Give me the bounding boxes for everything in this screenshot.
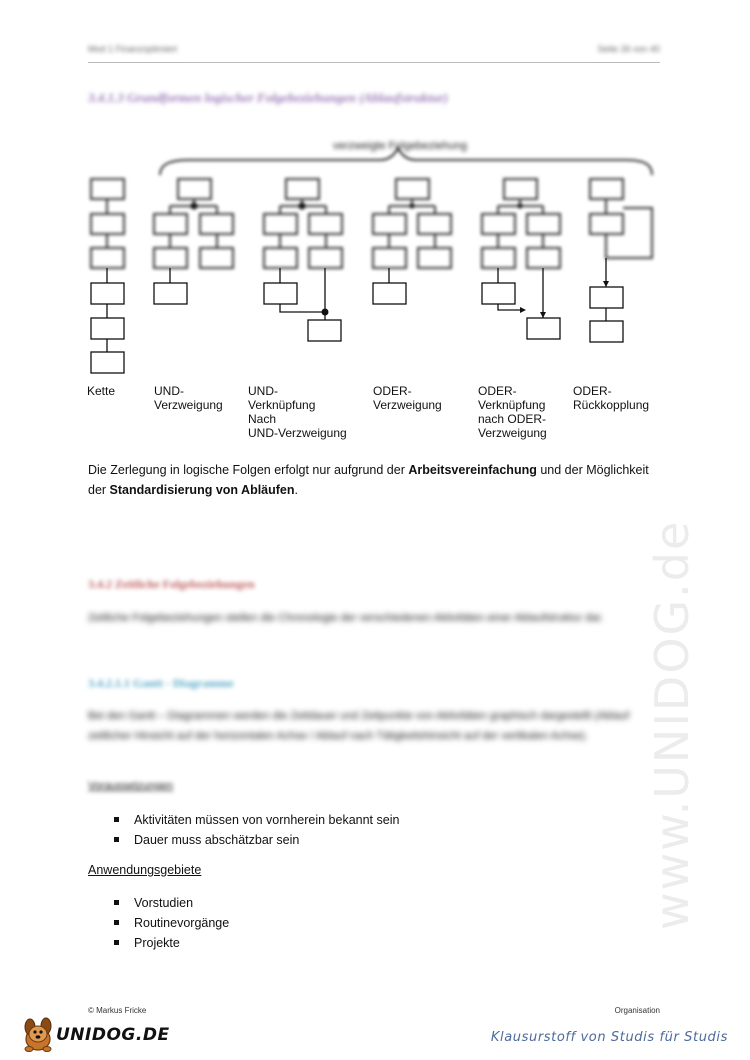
caption-line: Verzweigung xyxy=(373,398,442,412)
caption-line: Kette xyxy=(87,384,116,398)
caption-line: Verknüpfung xyxy=(478,398,546,412)
caption-line: UND-Verzweigung xyxy=(248,426,347,440)
watermark-text: www.UNIDOG.de xyxy=(645,519,699,930)
caption-line: UND- xyxy=(248,384,278,398)
diagram-blurred-upper xyxy=(91,148,652,268)
intro-text: Die Zerlegung in logische Folgen erfolgt nur aufgrund der xyxy=(88,463,409,477)
caption-oder-rueckkopplung xyxy=(573,384,649,412)
caption-line: Verzweigung xyxy=(154,398,223,412)
upper-boxes xyxy=(91,179,623,268)
caption-line: nach ODER- xyxy=(478,412,547,426)
caption-und-verknuepfung xyxy=(248,384,347,440)
caption-line: ODER- xyxy=(478,384,517,398)
header-page-number: Seite 26 von 40 xyxy=(597,44,660,54)
caption-oder-verzweigung xyxy=(373,384,442,412)
list-item: Dauer muss abschätzbar sein xyxy=(112,830,399,850)
section-heading-zeitliche: 3.4.2 Zeitliche Folgebeziehungen xyxy=(88,577,255,591)
zeitliche-paragraph: Zeitliche Folgebeziehungen stellen die Chronologie der verschiedenen Aktivitäten einer Ablaufstruktur dar. xyxy=(88,612,604,624)
header-rule xyxy=(88,62,660,63)
caption-line: Rückkopplung xyxy=(573,398,650,412)
intro-text: und der Möglichkeit der xyxy=(88,463,649,497)
intro-paragraph xyxy=(88,460,668,500)
intro-text: . xyxy=(294,483,299,497)
footer-topic: Organisation xyxy=(614,1006,660,1015)
list-item: Vorstudien xyxy=(112,893,229,913)
voraussetzungen-list xyxy=(112,810,399,850)
intro-bold-standardisierung: Standardisierung von Abläufen xyxy=(109,483,295,497)
caption-line: ODER- xyxy=(373,384,412,398)
caption-line: UND- xyxy=(154,384,184,398)
intro-bold-arbeitsvereinfachung: Arbeitsvereinfachung xyxy=(408,463,537,477)
dog-icon xyxy=(18,1012,58,1054)
page-header xyxy=(88,42,660,62)
list-item: Routinevorgänge xyxy=(112,913,229,933)
anwendungsgebiete-list xyxy=(112,893,229,953)
ablaufstruktur-diagram xyxy=(80,130,670,460)
section-heading-gantt: 3.4.2.1.1 Gantt - Diagramme xyxy=(88,676,234,690)
caption-line: Verknüpfung xyxy=(248,398,316,412)
brace-shape xyxy=(160,148,652,175)
caption-line: ODER- xyxy=(573,384,612,398)
list-item: Aktivitäten müssen von vornherein bekannt sein xyxy=(112,810,399,830)
header-left-text: Mod 1 Finanzoptimiert xyxy=(88,44,178,54)
voraussetzungen-heading: Voraussetzungen xyxy=(88,780,174,792)
caption-und-verzweigung xyxy=(154,384,223,412)
list-item: Projekte xyxy=(112,933,229,953)
footer-copyright: © Markus Fricke xyxy=(88,1006,147,1015)
caption-oder-verknuepfung xyxy=(478,384,547,440)
gantt-paragraph: Bei den Gantt – Diagrammen werden die Zeitdauer und Zeitpunkte von Aktivitäten graphisch dargestellt (Ablauf zeitlicher Hinsicht auf der horizontalen Achse / Ablauf nach Tätigkeitshinsicht auf der vertikalen Achse). xyxy=(88,710,630,742)
anwendungsgebiete-heading: Anwendungsgebiete xyxy=(88,863,202,877)
unidog-logo[interactable] xyxy=(18,1012,170,1054)
caption-line: Nach xyxy=(248,412,277,426)
caption-kette xyxy=(87,384,115,398)
caption-line: Verzweigung xyxy=(478,426,547,440)
logo-text: UNIDOG.DE xyxy=(56,1025,170,1045)
diagram-top-label: verzweigte Folgebeziehung xyxy=(333,140,467,152)
section-heading-grundformen: 3.4.1.3 Grundformen logischer Folgebeziehungen (Ablaufstruktur) xyxy=(88,90,449,105)
footer-slogan: Klausurstoff von Studis für Studis xyxy=(490,1030,728,1045)
